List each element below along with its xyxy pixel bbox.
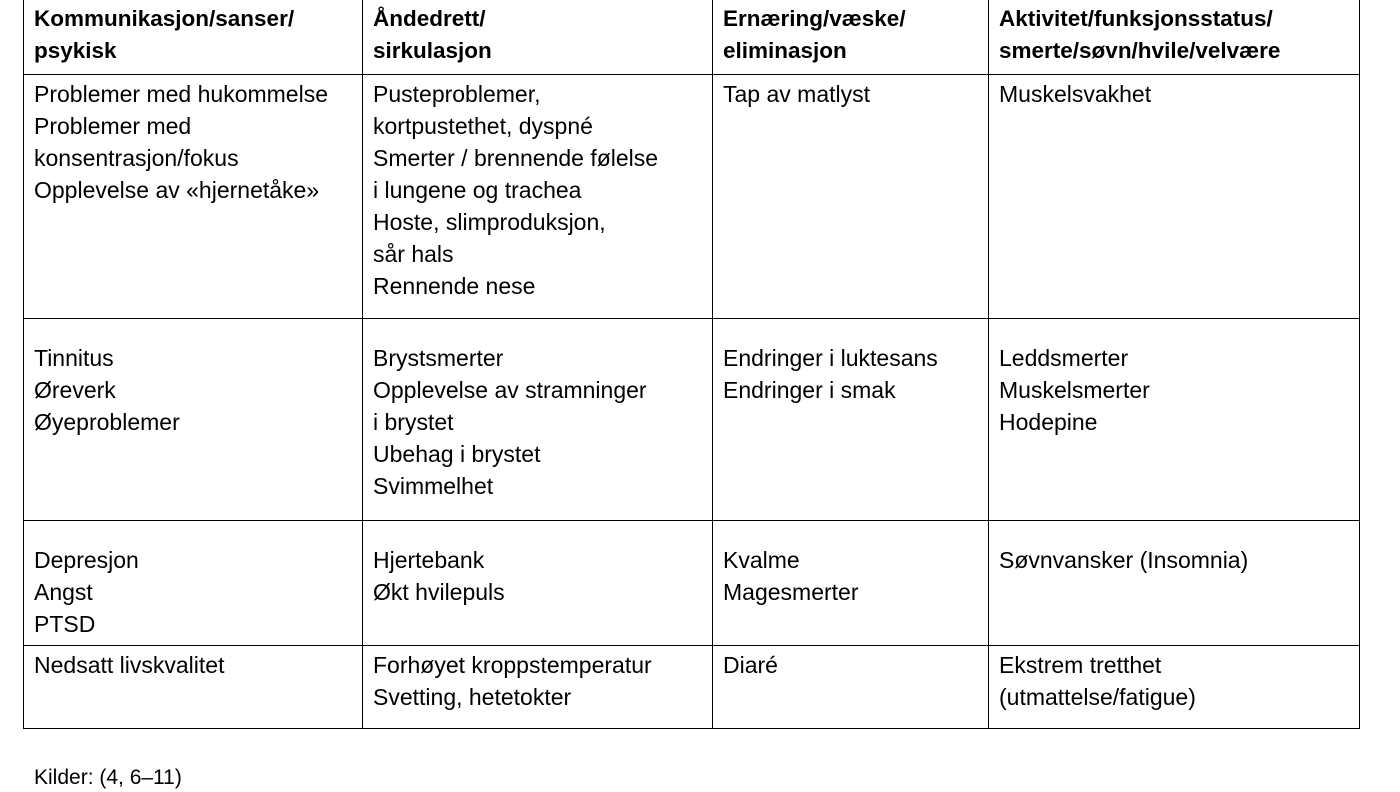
table-row [24, 646, 1360, 729]
table-cell [989, 646, 1360, 729]
table-cell [713, 75, 989, 319]
cell-line: Svimmelhet [373, 473, 494, 499]
table-cell [363, 521, 713, 646]
table-cell [989, 75, 1360, 319]
cell-line: kortpustethet, dyspné [373, 113, 593, 139]
cell-line: i brystet [373, 409, 454, 435]
cell-line: Nedsatt livskvalitet [34, 652, 225, 678]
header-line: Ernæring/væske/ [723, 6, 906, 31]
header-line: sirkulasjon [373, 38, 492, 63]
header-line: Aktivitet/funksjonsstatus/ [999, 6, 1273, 31]
table-cell [989, 319, 1360, 521]
cell-line: Forhøyet kroppstemperatur [373, 652, 652, 678]
header-line: Åndedrett/ [373, 6, 486, 31]
header-line: Kommunikasjon/sanser/ [34, 6, 295, 31]
cell-line: Hjertebank [373, 547, 485, 573]
cell-line: (utmattelse/fatigue) [999, 684, 1196, 710]
table-cell [363, 319, 713, 521]
cell-line: Svetting, hetetokter [373, 684, 572, 710]
cell-line: Angst [34, 579, 93, 605]
table-cell [713, 319, 989, 521]
cell-line: Rennende nese [373, 273, 536, 299]
cell-line: Problemer med hukommelse [34, 81, 329, 107]
table-row [24, 319, 1360, 521]
cell-line: Endringer i luktesans [723, 345, 938, 371]
cell-line: Endringer i smak [723, 377, 896, 403]
cell-line: PTSD [34, 611, 96, 637]
symptom-table [23, 0, 1360, 729]
cell-line: Ubehag i brystet [373, 441, 541, 467]
header-activity [989, 0, 1360, 75]
cell-line: Depresjon [34, 547, 139, 573]
cell-line: Magesmerter [723, 579, 859, 605]
table-cell [363, 75, 713, 319]
header-line: psykisk [34, 38, 117, 63]
cell-line: Muskelsmerter [999, 377, 1150, 403]
table-cell [713, 521, 989, 646]
table-row [24, 75, 1360, 319]
cell-line: Leddsmerter [999, 345, 1129, 371]
table-cell [713, 646, 989, 729]
cell-line: Opplevelse av stramninger [373, 377, 647, 403]
cell-line: Øyeproblemer [34, 409, 180, 435]
cell-line: Problemer med [34, 113, 192, 139]
cell-line: Øreverk [34, 377, 116, 403]
table-cell [989, 521, 1360, 646]
cell-line: Opplevelse av «hjernetåke» [34, 177, 320, 203]
table-cell [24, 75, 363, 319]
cell-line: Hoste, slimproduksjon, [373, 209, 606, 235]
cell-line: Hodepine [999, 409, 1098, 435]
cell-line: Økt hvilepuls [373, 579, 505, 605]
table-cell [24, 646, 363, 729]
cell-line: Søvnvansker (Insomnia) [999, 547, 1249, 573]
cell-line: Diaré [723, 652, 778, 678]
cell-line: Brystsmerter [373, 345, 504, 371]
cell-line: Muskelsvakhet [999, 81, 1152, 107]
cell-line: Kvalme [723, 547, 800, 573]
header-nutrition [713, 0, 989, 75]
table-cell [24, 521, 363, 646]
cell-line: i lungene og trachea [373, 177, 582, 203]
cell-line: Tap av matlyst [723, 81, 870, 107]
table-cell [363, 646, 713, 729]
table-row [24, 521, 1360, 646]
cell-line: sår hals [373, 241, 454, 267]
cell-line: Ekstrem tretthet [999, 652, 1162, 678]
sources-note: Kilder: (4, 6–11) [34, 766, 182, 789]
header-communication [24, 0, 363, 75]
header-line: eliminasjon [723, 38, 847, 63]
header-line: smerte/søvn/hvile/velvære [999, 38, 1281, 63]
table-cell [24, 319, 363, 521]
cell-line: Tinnitus [34, 345, 114, 371]
symptom-table-container [23, 0, 1359, 729]
header-respiration [363, 0, 713, 75]
cell-line: Pusteproblemer, [373, 81, 541, 107]
cell-line: konsentrasjon/fokus [34, 145, 239, 171]
cell-line: Smerter / brennende følelse [373, 145, 659, 171]
header-row [24, 0, 1360, 75]
